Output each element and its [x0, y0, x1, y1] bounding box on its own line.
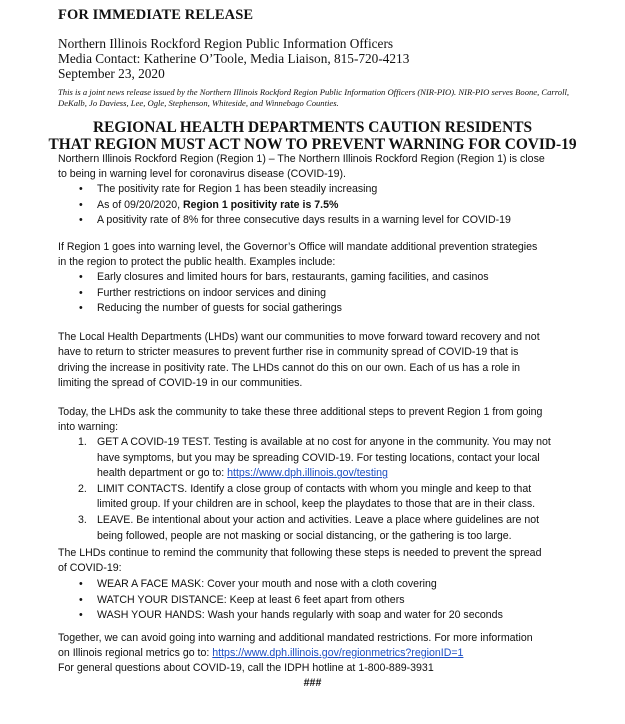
intro-line-1: Northern Illinois Rockford Region (Region 1) – The Northern Illinois Rockford Region (Region 1) is close: [58, 153, 545, 165]
warning-bullet-list: [0, 270, 489, 317]
steps-numbered-list: [0, 435, 607, 544]
bullet-icon: •: [79, 271, 83, 283]
intro-bullet-list: [0, 182, 511, 229]
remind-paragraph: The LHDs continue to remind the community that following these steps is needed to prevent the spread of COVID-19:: [58, 547, 542, 574]
list-item: • WATCH YOUR DISTANCE: Keep at least 6 feet apart from others: [0, 593, 503, 609]
end-mark: ###: [303, 677, 322, 689]
bullet-icon: •: [79, 198, 83, 211]
joint-release-note: This is a joint news release issued by the Northern Illinois Rockford Region Public Information Officers (NIR-PIO). NIR-PIO serves Boone, Carroll, DeKalb, Jo Daviess, Lee, Ogle, Stephenson, Whiteside, and Winnebago Counties.: [58, 87, 570, 108]
remind-bullet-list: [0, 577, 503, 624]
release-label: FOR IMMEDIATE RELEASE: [58, 7, 254, 23]
lhd-paragraph: The Local Health Departments (LHDs) want our communities to move forward toward recovery and not have to return to stricter measures to prevent further rise in community spread of COVID-19 that is driving the increase in positivity rate. The LHDs cannot do this on our own. Each of us has a role in limiting the spread of COVID-19 in our communities.: [58, 331, 540, 389]
warning-line-2: in the region to protect the public health. Examples include:: [58, 256, 336, 268]
hotline-line: For general questions about COVID-19, call the IDPH hotline at 1-800-889-3931: [58, 662, 434, 674]
bullet-icon: •: [79, 214, 83, 227]
list-item: • WEAR A FACE MASK: Cover your mouth and nose with a cloth covering: [0, 577, 503, 593]
release-date: September 23, 2020: [58, 66, 165, 81]
positivity-rate-emphasis: Region 1 positivity rate is 7.5%: [183, 198, 339, 211]
list-item: • Early closures and limited hours for bars, restaurants, gaming facilities, and casinos: [0, 270, 489, 286]
testing-link[interactable]: https://www.dph.illinois.gov/testing: [227, 467, 388, 480]
headline-line-2: THAT REGION MUST ACT NOW TO PREVENT WARNING FOR COVID-19: [48, 136, 577, 153]
bullet-icon: •: [79, 593, 83, 606]
list-item: • As of 09/20/2020, Region 1 positivity rate is 7.5%: [0, 198, 511, 214]
intro-line-2: to being in warning level for coronavirus disease (COVID-19).: [58, 168, 346, 180]
steps-intro: Today, the LHDs ask the community to take these three additional steps to prevent Region 1 from going into warning:: [58, 406, 543, 433]
list-item: 1. GET A COVID-19 TEST. Testing is available at no cost for anyone in the community. You may not have symptoms, but you may be spreading COVID-19. For testing locations, contact your local health department or go to: https://www.dph.illinois.gov/testing: [78, 436, 551, 480]
list-item: • WASH YOUR HANDS: Wash your hands regularly with soap and water for 20 seconds: [0, 608, 503, 624]
bullet-icon: •: [79, 578, 83, 590]
closing-paragraph: Together, we can avoid going into warning and additional mandated restrictions. For more information on Illinois regional metrics go to: https://www.dph.illinois.gov/regionmetrics?regionID=1 For general questions about COVID-19, call the IDPH hotline at 1-800-889-3931: [58, 631, 606, 676]
list-item: 2. LIMIT CONTACTS. Identify a close group of contacts with whom you mingle and keep to that limited group. If your children are in school, keep the playdates to those that are in their class.: [78, 482, 536, 511]
list-item: • The positivity rate for Region 1 has been steadily increasing: [0, 182, 511, 198]
regionmetrics-link[interactable]: https://www.dph.illinois.gov/regionmetrics?regionID=1: [212, 647, 464, 659]
list-item: • Reducing the number of guests for social gatherings: [0, 301, 489, 317]
warning-paragraph: [58, 240, 606, 270]
org-name: Northern Illinois Rockford Region Public Information Officers: [58, 36, 394, 51]
bullet-icon: •: [79, 609, 83, 622]
list-item: • Further restrictions on indoor services and dining: [0, 286, 489, 302]
media-contact: Media Contact: Katherine O’Toole, Media Liaison, 815-720-4213: [58, 51, 410, 66]
warning-line-1: If Region 1 goes into warning level, the Governor’s Office will mandate additional prevention strategies: [58, 241, 538, 253]
intro-paragraph: [58, 152, 606, 182]
headline-line-1: REGIONAL HEALTH DEPARTMENTS CAUTION RESIDENTS: [92, 119, 533, 136]
bullet-icon: •: [79, 302, 83, 315]
bullet-icon: •: [79, 286, 83, 299]
bullet-icon: •: [79, 183, 83, 195]
list-item: 3. LEAVE. Be intentional about your action and activities. Leave a place where guidelines are not being followed, people are not masking or social distancing, or the gathering is too large.: [78, 513, 540, 542]
list-item: • A positivity rate of 8% for three consecutive days results in a warning level for COVID-19: [0, 213, 511, 229]
